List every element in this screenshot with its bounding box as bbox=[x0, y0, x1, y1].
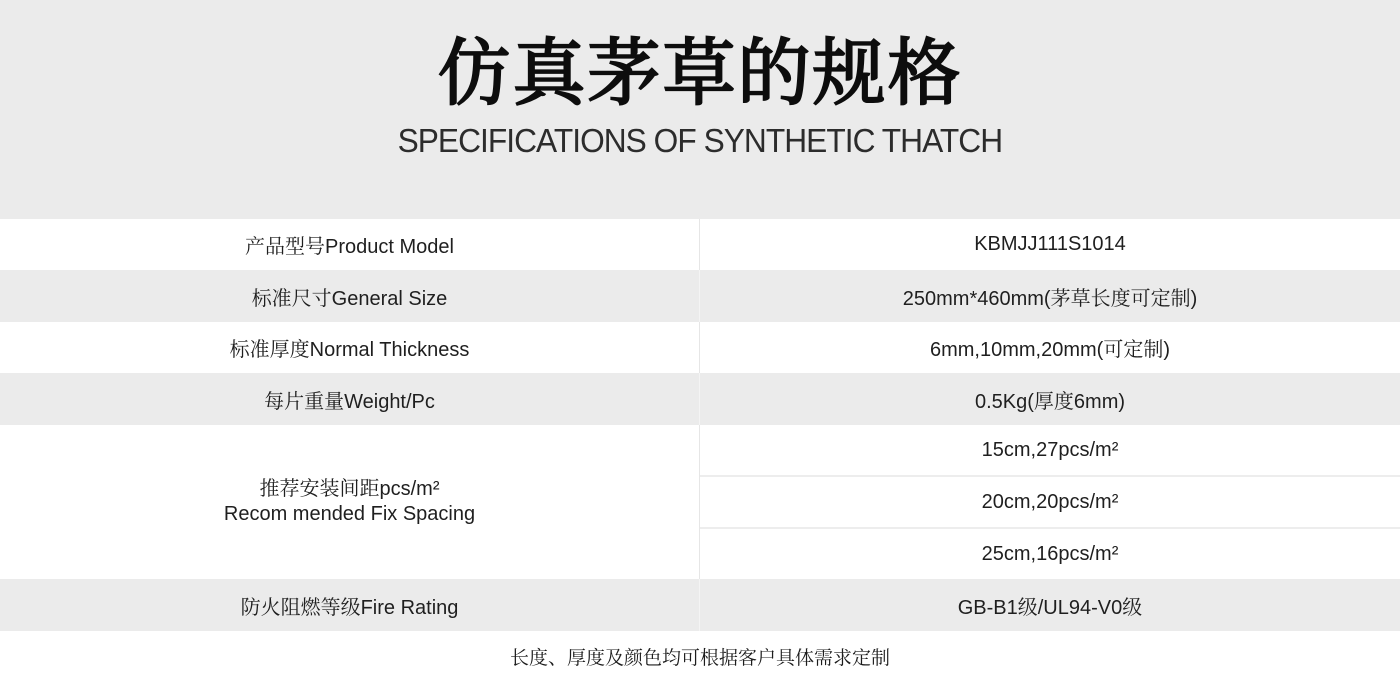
page-subtitle: SPECIFICATIONS OF SYNTHETIC THATCH bbox=[397, 122, 1003, 160]
row-label: 标准尺寸General Size bbox=[0, 270, 700, 322]
row-value: 0.5Kg(厚度6mm) bbox=[974, 390, 1126, 413]
row-label: 每片重量Weight/Pc bbox=[0, 373, 700, 425]
table-row-product-model bbox=[0, 219, 1400, 270]
row-label: 防火阻燃等级Fire Rating bbox=[0, 579, 700, 631]
row-value: 250mm*460mm(茅草长度可定制) bbox=[902, 287, 1198, 310]
page-title: 仿真茅草的规格 bbox=[437, 33, 963, 114]
row-label-line2: Recom mended Fix Spacing bbox=[223, 503, 476, 525]
subrow-value: 15cm,27pcs/m² bbox=[700, 425, 1400, 477]
table-row-general-size bbox=[0, 270, 1400, 322]
table-row-fire-rating bbox=[0, 579, 1400, 631]
row-subvalues bbox=[700, 425, 1400, 579]
subrow-value: 20cm,20pcs/m² bbox=[700, 477, 1400, 529]
table-row-normal-thickness bbox=[0, 322, 1400, 373]
row-value: KBMJJ111S1014 bbox=[974, 233, 1126, 255]
row-label: 产品型号Product Model bbox=[0, 219, 700, 270]
table-row-weight-per-pc bbox=[0, 373, 1400, 425]
row-value: GB-B1级/UL94-V0级 bbox=[957, 596, 1143, 619]
table-row-fix-spacing bbox=[0, 425, 1400, 579]
spec-table bbox=[0, 219, 1400, 631]
row-value: 6mm,10mm,20mm(可定制) bbox=[929, 339, 1170, 361]
header bbox=[0, 0, 1400, 219]
row-label bbox=[0, 425, 700, 579]
row-label: 标准厚度Normal Thickness bbox=[0, 322, 700, 373]
subrow-value: 25cm,16pcs/m² bbox=[981, 542, 1119, 565]
footer-note: 长度、厚度及颜色均可根据客户具体需求定制 bbox=[0, 631, 1400, 682]
row-label-line1: 推荐安装间距pcs/m² bbox=[259, 478, 440, 500]
